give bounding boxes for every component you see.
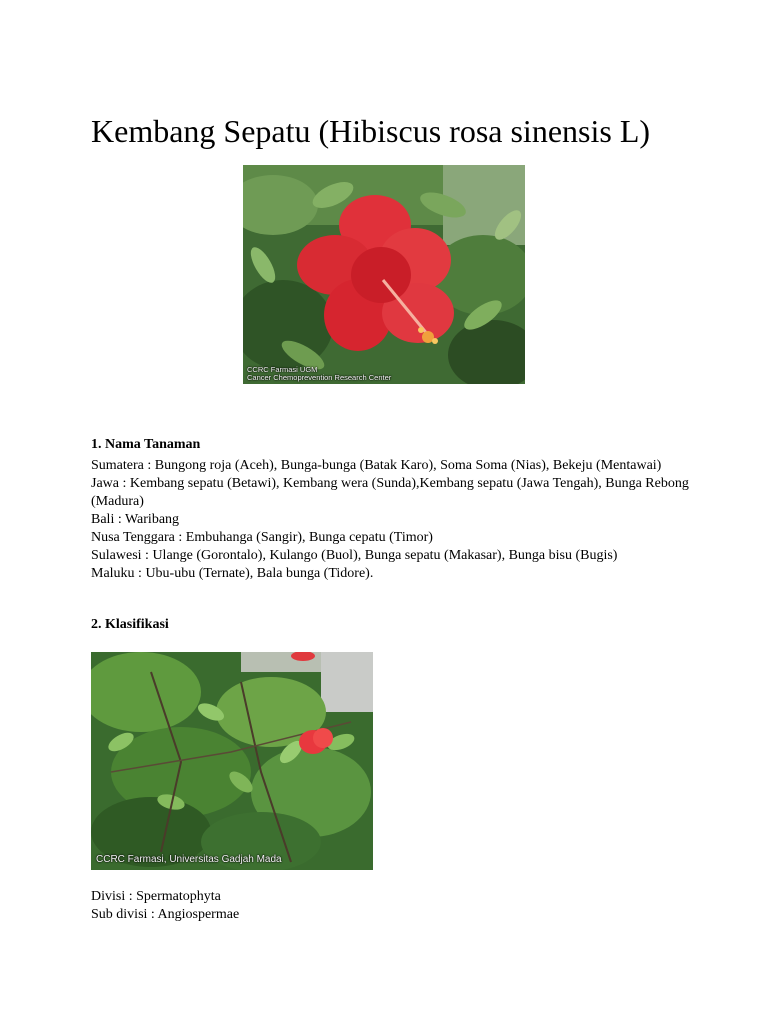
section-heading-klasifikasi: 2. Klasifikasi: [91, 617, 169, 632]
region-line-maluku: Maluku : Ubu-ubu (Ternate), Bala bunga (Tidore).: [91, 566, 374, 581]
region-line-bali: Bali : Waribang: [91, 512, 180, 527]
classification-line-divisi: Divisi : Spermatophyta: [91, 889, 221, 904]
classification-line-sub-divisi: Sub divisi : Angiospermae: [91, 907, 240, 922]
nama-tanaman-list: [91, 457, 691, 583]
region-line-sulawesi: Sulawesi : Ulange (Gorontalo), Kulango (Buol), Bunga sepatu (Makasar), Bunga bisu (Bugis): [91, 548, 618, 563]
hibiscus-flower-photo: [243, 165, 525, 384]
klasifikasi-list: [91, 888, 691, 924]
page-title: Kembang Sepatu (Hibiscus rosa sinensis L): [91, 113, 651, 149]
hibiscus-bush-photo: [91, 652, 373, 870]
region-line-nusa-tenggara: Nusa Tenggara : Embuhanga (Sangir), Bunga cepatu (Timor): [91, 530, 433, 545]
section-heading-nama-tanaman: 1. Nama Tanaman: [91, 437, 201, 452]
photo-caption: CCRC Farmasi, Universitas Gadjah Mada: [96, 853, 282, 865]
region-line-sumatera: Sumatera : Bungong roja (Aceh), Bunga-bunga (Batak Karo), Soma Soma (Nias), Bekeju (Mentawai): [91, 458, 662, 473]
region-line-jawa: Jawa : Kembang sepatu (Betawi), Kembang wera (Sunda),Kembang sepatu (Jawa Tengah), Bunga Rebong (Madura): [91, 476, 689, 509]
photo-caption: CCRC Farmasi UGM Cancer Chemoprevention Research Center: [247, 365, 392, 383]
